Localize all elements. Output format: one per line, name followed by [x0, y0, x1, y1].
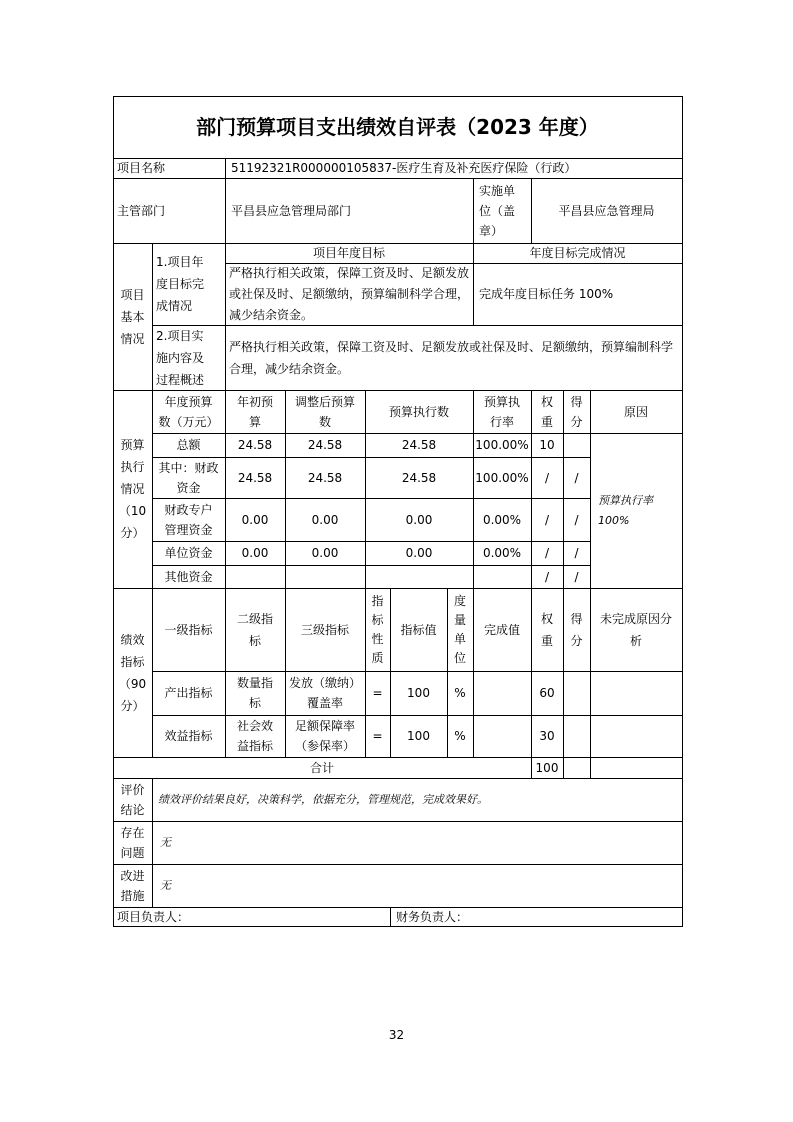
- budget-row-rate-line: 100.00%: [475, 470, 529, 485]
- page-number: [380, 1025, 413, 1045]
- budget-executed-header: [365, 390, 473, 433]
- budget-adjusted-header-line: 数: [318, 414, 331, 429]
- perf-row-nature: [365, 671, 390, 715]
- perf-row-level2: [225, 671, 285, 715]
- budget-row-weight-line: 10: [539, 438, 555, 452]
- perf-row-level2-line: 社会效: [236, 719, 273, 733]
- completion-header-line: 年度目标完成情况: [529, 246, 626, 260]
- perf-row-level2-line: 数量指: [236, 676, 273, 690]
- perf-row-level3: [285, 715, 365, 757]
- budget-adjusted-header-line: 调整后预算: [294, 394, 355, 409]
- budget-row-rate: [473, 457, 531, 498]
- budget-reason-text-line: 100%: [598, 513, 630, 527]
- evaluation-label: [113, 778, 152, 821]
- budget-row-score: [563, 498, 590, 541]
- budget-initial-header-line: 年初预: [236, 394, 273, 409]
- perf-row-level1-line: 效益指标: [164, 729, 213, 743]
- perf-row-value-line: 100: [407, 686, 430, 700]
- perf-unit-header-line: 度: [453, 593, 466, 608]
- budget-row-name-line: 单位资金: [164, 546, 213, 560]
- budget-row-score-line: /: [574, 546, 579, 560]
- budget-label: [113, 390, 152, 588]
- budget-initial-header-line: 算: [248, 414, 261, 429]
- completion-header: [473, 243, 682, 263]
- budget-weight-header: [531, 390, 563, 433]
- basic-row1-label-line: 度目标完: [156, 277, 205, 291]
- improve-label-line: 措施: [120, 888, 145, 903]
- budget-row-adjusted-line: 0.00: [311, 546, 339, 560]
- budget-executed-header-line: 预算执行数: [388, 404, 449, 419]
- improve-text-line: 无: [160, 878, 171, 892]
- budget-initial-header: [225, 390, 285, 433]
- budget-row-adjusted: [285, 457, 365, 498]
- perf-row-actual: [473, 671, 531, 715]
- budget-row-adjusted-line: 0.00: [311, 512, 339, 527]
- perf-level2-header: [225, 588, 285, 671]
- perf-level1-header-line: 一级指标: [164, 622, 213, 637]
- budget-row-executed: [365, 457, 473, 498]
- perf-score-header-line: 分: [570, 633, 583, 648]
- issues-text: [152, 821, 682, 864]
- budget-row-initial: [225, 541, 285, 565]
- dept-value: [225, 178, 473, 243]
- budget-row-adjusted: [285, 565, 365, 588]
- perf-score-header: [563, 588, 590, 671]
- project-lead-label-line: 项目负责人：: [117, 909, 190, 924]
- page-title-line: 部门预算项目支出绩效自评表（2023 年度）: [196, 115, 599, 139]
- budget-row-name: [152, 457, 225, 498]
- perf-row-reason: [590, 715, 682, 757]
- basic-row1-label-line: 1.项目年: [156, 255, 204, 269]
- project-lead-label: [113, 907, 390, 926]
- budget-weight-header-line: 重: [540, 414, 553, 429]
- budget-row-initial: [225, 565, 285, 588]
- perf-row-level1: [152, 715, 225, 757]
- perf-level3-header-line: 三级指标: [300, 622, 349, 637]
- table-rule: [682, 96, 683, 927]
- budget-label-line: 情况: [120, 482, 145, 496]
- perf-row-level3: [285, 671, 365, 715]
- perf-row-level3-line: （参保率）: [294, 739, 355, 753]
- budget-row-executed: [365, 565, 473, 588]
- budget-row-name-line: 其他资金: [164, 569, 213, 584]
- budget-row-weight: [531, 498, 563, 541]
- perf-total-label: [113, 757, 531, 778]
- budget-weight-header-line: 权: [540, 394, 553, 409]
- budget-row-rate-line: 0.00%: [482, 546, 522, 560]
- basic-row2-label-line: 施内容及: [156, 350, 205, 365]
- budget-row-name-line: 资金: [176, 480, 201, 495]
- perf-score-header-line: 得: [570, 611, 583, 626]
- perf-row-level3-line: 覆盖率: [306, 696, 343, 710]
- budget-adjusted-header: [285, 390, 365, 433]
- perf-label-line: 绩效: [120, 632, 145, 647]
- budget-reason-header: [590, 390, 682, 433]
- perf-nature-header: [365, 588, 390, 671]
- budget-row-name: [152, 541, 225, 565]
- issues-text-line: 无: [160, 835, 171, 849]
- perf-row-nature-line: =: [372, 729, 383, 743]
- perf-total-label-line: 合计: [309, 760, 334, 775]
- budget-year-header: [152, 390, 225, 433]
- budget-row-weight-line: /: [544, 470, 550, 485]
- target-header: [225, 243, 473, 263]
- budget-row-rate: [473, 541, 531, 565]
- perf-reason-header-line: 析: [629, 633, 642, 648]
- basic-info-label-line: 基本: [120, 309, 145, 324]
- perf-row-value: [390, 715, 447, 757]
- basic-row1-target-line: 或社保及时、足额缴纳，预算编制科学合理，: [229, 286, 470, 301]
- perf-weight-header-line: 重: [540, 633, 553, 648]
- basic-row1-completion-line: 完成年度目标任务 100%: [479, 287, 614, 301]
- issues-label: [113, 821, 152, 864]
- budget-row-adjusted-line: 24.58: [307, 438, 343, 452]
- budget-row-executed-line: 0.00: [405, 512, 433, 527]
- perf-row-reason: [590, 671, 682, 715]
- budget-row-name: [152, 565, 225, 588]
- budget-rate-header-line: 行率: [489, 414, 514, 429]
- basic-row1-label-line: 成情况: [156, 299, 193, 313]
- impl-unit-value: [531, 178, 682, 243]
- perf-level2-header-line: 标: [248, 633, 261, 648]
- budget-row-weight-line: /: [544, 569, 550, 584]
- budget-year-header-line: 数（万元）: [158, 414, 219, 429]
- budget-row-initial-line: 0.00: [241, 512, 269, 527]
- perf-value-header: [390, 588, 447, 671]
- perf-row-nature-line: =: [372, 686, 383, 700]
- perf-row-score: [563, 671, 590, 715]
- basic-row2-label: [152, 325, 225, 390]
- budget-row-adjusted: [285, 433, 365, 457]
- finance-lead-label-line: 财务负责人：: [396, 909, 469, 924]
- basic-row2-label-line: 过程概述: [156, 372, 205, 387]
- impl-unit-label-line: 位（盖: [479, 203, 516, 218]
- budget-row-executed: [365, 433, 473, 457]
- budget-row-score: [563, 433, 590, 457]
- budget-row-name-line: 管理资金: [164, 522, 213, 537]
- project-name-label-line: 项目名称: [117, 161, 166, 175]
- perf-row-weight-line: 30: [539, 729, 555, 743]
- basic-info-label-line: 项目: [120, 287, 145, 302]
- perf-unit-header-line: 位: [453, 650, 466, 665]
- issues-label-line: 存在: [120, 825, 145, 840]
- perf-row-nature: [365, 715, 390, 757]
- budget-row-adjusted-line: 24.58: [307, 470, 343, 485]
- budget-reason-text-line: 预算执行率: [598, 493, 653, 507]
- budget-row-initial: [225, 498, 285, 541]
- budget-row-score: [563, 457, 590, 498]
- perf-row-level1-line: 产出指标: [164, 686, 213, 700]
- budget-score-header-line: 分: [570, 414, 583, 429]
- basic-row1-completion: [473, 263, 682, 325]
- perf-row-unit: [447, 715, 473, 757]
- budget-row-rate: [473, 433, 531, 457]
- perf-nature-header-line: 性: [371, 631, 384, 646]
- evaluation-label-line: 评价: [120, 782, 145, 797]
- budget-row-score-line: /: [574, 470, 579, 485]
- perf-row-weight: [531, 715, 563, 757]
- budget-row-initial: [225, 457, 285, 498]
- perf-weight-header: [531, 588, 563, 671]
- budget-row-weight: [531, 433, 563, 457]
- project-name-label: [113, 158, 225, 178]
- budget-year-header-line: 年度预算: [164, 394, 213, 409]
- impl-unit-label-line: 章）: [479, 223, 504, 238]
- budget-row-score: [563, 541, 590, 565]
- impl-unit-label: [473, 178, 531, 243]
- budget-rate-header-line: 预算执: [483, 394, 520, 409]
- perf-row-level3-line: 足额保障率: [294, 719, 355, 733]
- basic-row1-target: [225, 263, 473, 325]
- perf-total-weight: [531, 757, 563, 778]
- budget-row-score-line: /: [574, 512, 579, 527]
- budget-row-name-line: 总额: [176, 438, 201, 452]
- perf-row-value-line: 100: [407, 729, 430, 743]
- budget-row-name: [152, 433, 225, 457]
- budget-score-header-line: 得: [570, 394, 583, 409]
- basic-row2-text-line: 严格执行相关政策，保障工资及时、足额发放或社保及时、足额缴纳，预算编制科学: [229, 339, 674, 354]
- perf-unit-header-line: 量: [453, 612, 466, 627]
- budget-rate-header: [473, 390, 531, 433]
- perf-row-level1: [152, 671, 225, 715]
- perf-row-value: [390, 671, 447, 715]
- perf-row-weight: [531, 671, 563, 715]
- perf-level3-header: [285, 588, 365, 671]
- budget-row-weight-line: /: [544, 546, 550, 560]
- budget-row-initial-line: 24.58: [237, 438, 273, 452]
- basic-row1-label: [152, 243, 225, 325]
- budget-row-rate-line: 100.00%: [475, 438, 529, 452]
- perf-row-level2: [225, 715, 285, 757]
- impl-unit-label-line: 实施单: [479, 183, 516, 198]
- budget-row-adjusted: [285, 541, 365, 565]
- perf-row-unit-line: %: [454, 686, 466, 700]
- perf-row-unit-line: %: [454, 729, 466, 743]
- perf-row-actual: [473, 715, 531, 757]
- budget-row-weight-line: /: [544, 512, 550, 527]
- budget-row-rate: [473, 565, 531, 588]
- perf-row-unit: [447, 671, 473, 715]
- budget-row-executed: [365, 541, 473, 565]
- perf-reason-header-line: 未完成原因分: [599, 611, 672, 626]
- budget-label-line: 执行: [120, 460, 145, 474]
- budget-label-line: 分）: [120, 526, 145, 540]
- table-rule: [590, 757, 591, 779]
- perf-value-header-line: 指标值: [400, 622, 437, 637]
- improve-label-line: 改进: [120, 868, 145, 883]
- basic-row2-label-line: 2.项目实: [156, 328, 204, 343]
- basic-info-label-line: 情况: [120, 331, 145, 346]
- page-number-line: 32: [388, 1028, 405, 1042]
- perf-row-level2-line: 标: [248, 696, 261, 710]
- budget-row-initial-line: 0.00: [241, 546, 269, 560]
- perf-actual-header: [473, 588, 531, 671]
- perf-level2-header-line: 二级指: [236, 611, 273, 626]
- basic-row1-target-line: 减少结余资金。: [229, 307, 314, 322]
- perf-actual-header-line: 完成值: [483, 622, 520, 637]
- budget-row-name-line: 其中：财政: [158, 460, 219, 475]
- budget-row-rate: [473, 498, 531, 541]
- improve-label: [113, 864, 152, 907]
- finance-lead-label: [390, 907, 682, 926]
- perf-weight-header-line: 权: [540, 611, 553, 626]
- perf-row-level2-line: 益指标: [236, 739, 273, 753]
- budget-row-score: [563, 565, 590, 588]
- budget-score-header: [563, 390, 590, 433]
- project-name-value: [225, 158, 682, 178]
- budget-row-rate-line: 0.00%: [482, 512, 522, 527]
- perf-unit-header-line: 单: [453, 631, 466, 646]
- project-name-value-line: 51192321R000000105837-医疗生育及补充医疗保险（行政）: [231, 161, 577, 175]
- budget-label-line: 预算: [120, 438, 145, 452]
- basic-info-label: [113, 243, 152, 390]
- evaluation-text-line: 绩效评价结果良好，决策科学，依据充分，管理规范，完成效果好。: [158, 792, 488, 806]
- budget-row-weight: [531, 457, 563, 498]
- perf-total-weight-line: 100: [535, 760, 559, 775]
- perf-row-level3-line: 发放（缴纳）: [288, 676, 361, 690]
- budget-row-name-line: 财政专户: [164, 502, 213, 517]
- budget-row-name: [152, 498, 225, 541]
- budget-row-score-line: /: [574, 569, 579, 584]
- basic-row2-text: [225, 325, 682, 390]
- budget-row-adjusted: [285, 498, 365, 541]
- perf-row-score: [563, 715, 590, 757]
- budget-row-initial: [225, 433, 285, 457]
- perf-row-weight-line: 60: [539, 686, 555, 700]
- issues-label-line: 问题: [120, 845, 145, 860]
- dept-label: [113, 178, 225, 243]
- budget-row-executed: [365, 498, 473, 541]
- perf-label-line: （90: [118, 676, 147, 691]
- budget-row-weight: [531, 541, 563, 565]
- perf-label-line: 分）: [120, 698, 145, 713]
- perf-nature-header-line: 质: [371, 650, 384, 665]
- perf-label: [113, 588, 152, 757]
- budget-row-executed-line: 24.58: [401, 470, 437, 485]
- table-rule: [563, 757, 564, 779]
- table-rule: [152, 715, 683, 716]
- dept-value-line: 平昌县应急管理局部门: [231, 203, 352, 218]
- budget-reason-text: [590, 433, 682, 588]
- perf-reason-header: [590, 588, 682, 671]
- evaluation-text: [152, 778, 682, 821]
- basic-row1-target-line: 严格执行相关政策，保障工资及时、足额发放: [229, 265, 470, 280]
- page-title: [113, 96, 682, 158]
- target-header-line: 项目年度目标: [312, 246, 385, 260]
- budget-reason-header-line: 原因: [623, 404, 648, 419]
- basic-row2-text-line: 合理，减少结余资金。: [229, 361, 350, 376]
- budget-label-line: （10: [118, 504, 147, 518]
- budget-row-initial-line: 24.58: [237, 470, 273, 485]
- perf-unit-header: [447, 588, 473, 671]
- budget-row-executed-line: 24.58: [401, 438, 437, 452]
- perf-level1-header: [152, 588, 225, 671]
- dept-label-line: 主管部门: [117, 203, 166, 218]
- budget-row-weight: [531, 565, 563, 588]
- evaluation-label-line: 结论: [120, 802, 145, 817]
- impl-unit-value-line: 平昌县应急管理局: [558, 203, 655, 218]
- perf-nature-header-line: 标: [371, 612, 384, 627]
- budget-row-executed-line: 0.00: [405, 546, 433, 560]
- perf-label-line: 指标: [120, 654, 145, 669]
- improve-text: [152, 864, 682, 907]
- perf-nature-header-line: 指: [371, 593, 384, 608]
